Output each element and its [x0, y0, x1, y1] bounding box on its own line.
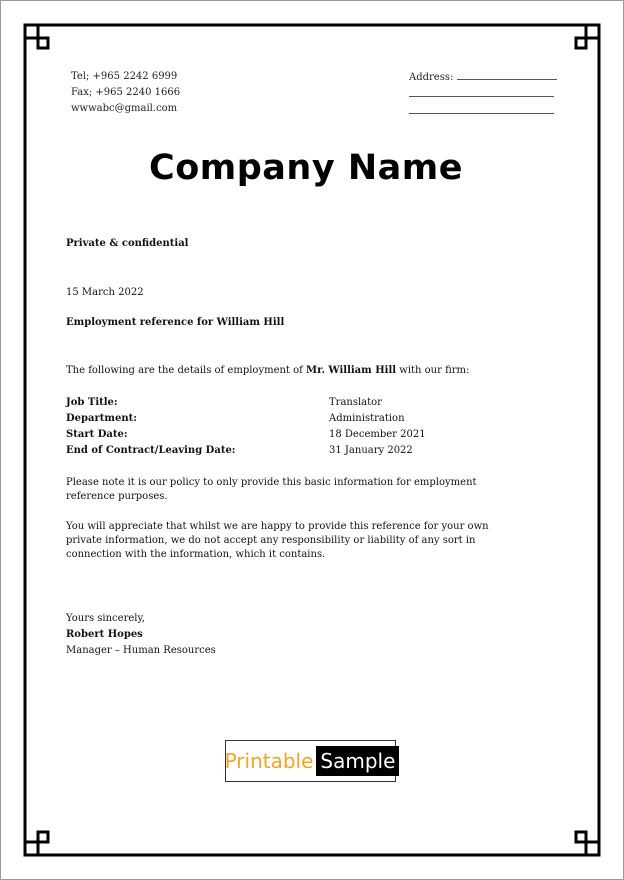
address-line-1	[457, 70, 557, 80]
liability-paragraph: You will appreciate that whilst we are happy to provide this reference for your own private information, we do not accept any responsibility or liability of any sort in connection with the information, which it contains.	[66, 521, 489, 560]
detail-label: Job Title:	[66, 397, 118, 408]
address-block	[409, 69, 557, 120]
address-label: Address:	[409, 72, 454, 83]
contact-block	[71, 69, 180, 117]
detail-value: Administration	[329, 413, 405, 424]
employee-name: Mr. William Hill	[306, 365, 397, 376]
intro-after: with our firm:	[396, 365, 470, 376]
company-name: Company Name	[149, 148, 463, 188]
detail-label: Department:	[66, 413, 137, 424]
address-line-2	[409, 87, 554, 97]
detail-value: Translator	[329, 397, 382, 408]
printable-sample-logo	[225, 740, 396, 782]
letter-date: 15 March 2022	[66, 287, 144, 298]
intro-sentence	[66, 365, 469, 376]
signer-name: Robert Hopes	[66, 629, 143, 640]
signature-block	[66, 611, 216, 659]
signer-title: Manager – Human Resources	[66, 645, 216, 656]
subject-line: Employment reference for William Hill	[66, 317, 285, 328]
tel-text: Tel; +965 2242 6999	[71, 71, 178, 82]
logo-part-sample: Sample	[316, 746, 399, 776]
policy-paragraph: Please note it is our policy to only provide this basic information for employment reference purposes.	[66, 477, 477, 502]
address-line-3	[409, 104, 554, 114]
detail-value: 18 December 2021	[329, 429, 426, 440]
confidential-label: Private & confidential	[66, 238, 189, 249]
detail-label: End of Contract/Leaving Date:	[66, 445, 236, 456]
intro-before: The following are the details of employment of	[66, 365, 307, 376]
email-text: wwwabc@gmail.com	[71, 103, 178, 114]
detail-value: 31 January 2022	[329, 445, 413, 456]
closing-text: Yours sincerely,	[66, 613, 145, 624]
detail-label: Start Date:	[66, 429, 128, 440]
logo-part-printable: Printable	[224, 749, 314, 773]
fax-text: Fax; +965 2240 1666	[71, 87, 181, 98]
